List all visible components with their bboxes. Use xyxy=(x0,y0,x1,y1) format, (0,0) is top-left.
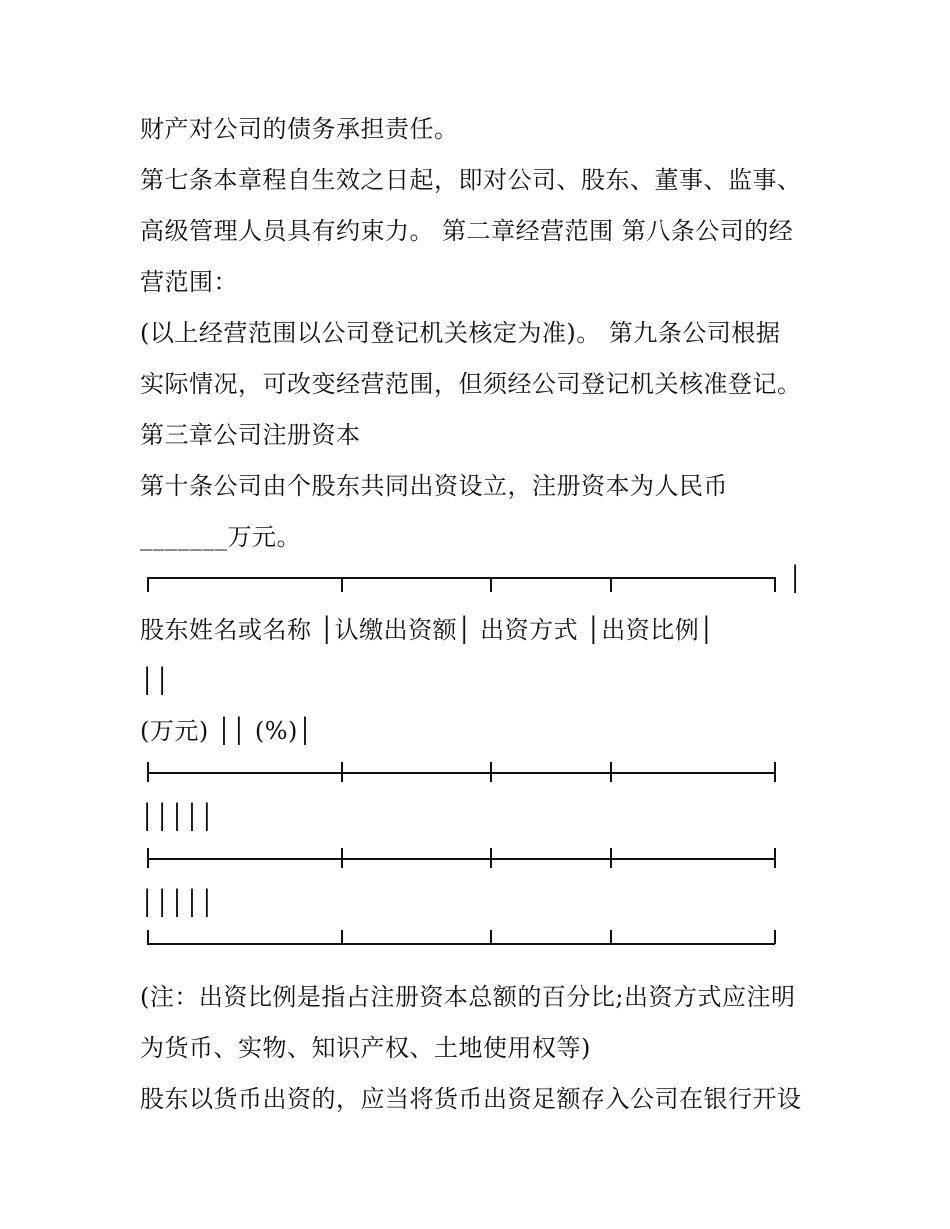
chapter-heading: 第三章公司注册资本 xyxy=(140,421,361,449)
paragraph-line-6: 实际情况，可改变经营范围，但须经公司登记机关核准登记。 xyxy=(140,370,802,398)
table-bottom-tick xyxy=(341,930,343,944)
table-top-tick xyxy=(341,577,343,592)
table-bottom-tick xyxy=(774,930,776,944)
table-top-border xyxy=(147,577,775,579)
table-bottom-tick xyxy=(147,930,149,944)
paragraph-line-9: _______万元。 xyxy=(140,523,301,551)
table-units-row: (万元) ││ (%)│ xyxy=(140,717,313,745)
table-bottom-border xyxy=(147,943,775,945)
paragraph-line-final: 股东以货币出资的，应当将货币出资足额存入公司在银行开设 xyxy=(140,1085,802,1113)
table-bottom-tick xyxy=(490,930,492,944)
table-row-bars: │││││ xyxy=(140,803,215,831)
table-cross-tick xyxy=(147,762,149,782)
table-separator-2 xyxy=(147,858,775,860)
table-cross-tick xyxy=(610,848,612,868)
table-cross-tick xyxy=(774,848,776,868)
table-row-bars: │││││ xyxy=(140,889,215,917)
paragraph-line-2: 第七条本章程自生效之日起，即对公司、股东、董事、监事、 xyxy=(140,166,802,194)
table-top-tick xyxy=(774,577,776,592)
paragraph-line-8: 第十条公司由个股东共同出资设立，注册资本为人民币 xyxy=(140,472,728,500)
table-top-tick xyxy=(490,577,492,592)
table-cross-tick xyxy=(490,848,492,868)
table-cross-tick xyxy=(341,762,343,782)
table-header-row: 股东姓名或名称 │认缴出资额│ 出资方式 │出资比例│ xyxy=(140,616,715,644)
paragraph-line-3: 高级管理人员具有约束力。 第二章经营范围 第八条公司的经 xyxy=(140,217,794,245)
table-cross-tick xyxy=(774,762,776,782)
paragraph-line-5: (以上经营范围以公司登记机关核定为准)。 第九条公司根据 xyxy=(140,319,781,347)
note-line-2: 为货币、实物、知识产权、土地使用权等) xyxy=(140,1034,591,1062)
note-line-1: (注：出资比例是指占注册资本总额的百分比;出资方式应注明 xyxy=(140,983,796,1011)
table-separator-1 xyxy=(147,772,775,774)
table-cross-tick xyxy=(490,762,492,782)
table-top-tick xyxy=(147,577,149,592)
table-top-right-bar: │ xyxy=(788,565,803,593)
paragraph-line-1: 财产对公司的债务承担责任。 xyxy=(140,115,459,143)
table-cross-tick xyxy=(147,848,149,868)
paragraph-line-4: 营范围： xyxy=(140,268,238,296)
table-top-tick xyxy=(610,577,612,592)
table-cross-tick xyxy=(341,848,343,868)
table-bars-line: ││ xyxy=(140,667,170,695)
table-bottom-tick xyxy=(610,930,612,944)
table-cross-tick xyxy=(610,762,612,782)
